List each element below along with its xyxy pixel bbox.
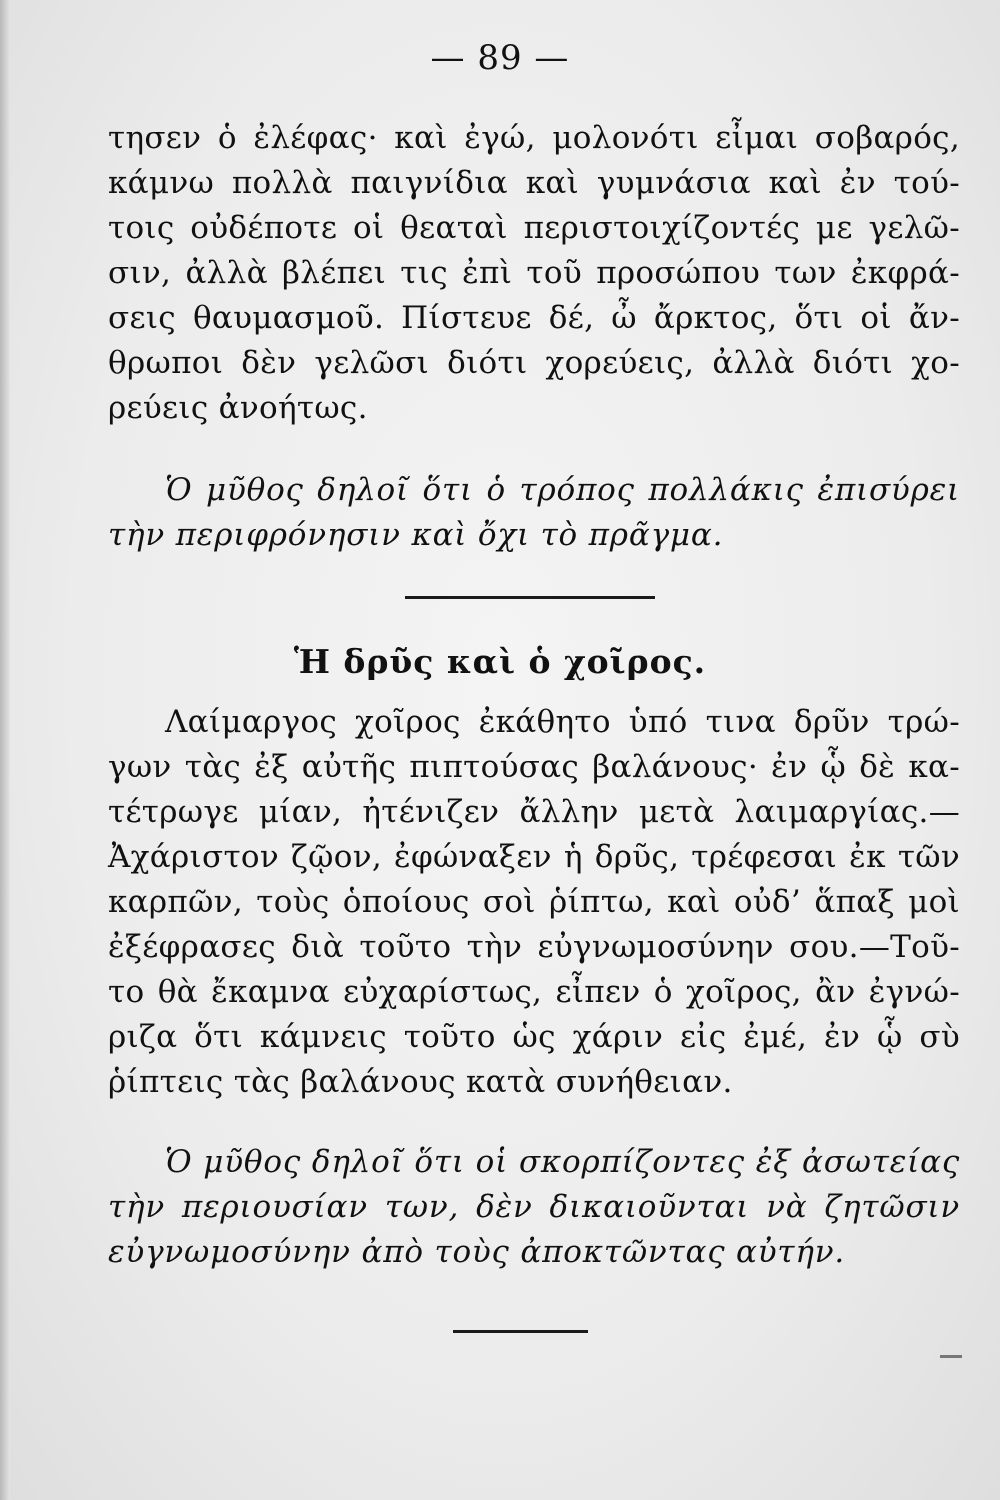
printer-mark bbox=[940, 1355, 962, 1358]
text-line: ρεύεις ἀνοήτως. bbox=[108, 390, 368, 426]
text-line: κάμνω πολλὰ παιγνίδια καὶ γυμνάσια καὶ ἐν τού- bbox=[108, 165, 960, 201]
text-line: τησεν ὁ ἐλέφας· καὶ ἐγώ, μολονότι εἶμαι σοβαρός, bbox=[108, 120, 960, 156]
text-line: τέτρωγε μίαν, ἠτένιζεν ἄλλην μετὰ λαιμαργίας.— bbox=[108, 794, 960, 830]
moral-line: τὴν περιουσίαν των, δὲν δικαιοῦνται νὰ ζητῶσιν bbox=[108, 1189, 960, 1225]
text-line: Ἀχάριστον ζῷον, ἐφώναξεν ἡ δρῦς, τρέφεσαι ἐκ τῶν bbox=[108, 839, 960, 875]
end-divider bbox=[453, 1330, 588, 1333]
moral-line: τὴν περιφρόνησιν καὶ ὄχι τὸ πρᾶγμα. bbox=[108, 517, 724, 553]
text-line: σιν, ἀλλὰ βλέπει τις ἐπὶ τοῦ προσώπου των ἐκφρά- bbox=[108, 255, 960, 291]
section-divider bbox=[405, 596, 655, 599]
page-number: — 89 — bbox=[430, 38, 570, 78]
text-line: ῥίπτεις τὰς βαλάνους κατὰ συνήθειαν. bbox=[108, 1064, 733, 1100]
text-line: ἐξέφρασες διὰ τοῦτο τὴν εὐγνωμοσύνην σου.—Τοῦ- bbox=[108, 929, 960, 965]
text-line: Λαίμαργος χοῖρος ἐκάθητο ὑπό τινα δρῦν τρώ- bbox=[165, 704, 960, 740]
text-line: σεις θαυμασμοῦ. Πίστευε δέ, ὦ ἄρκτος, ὅτι οἱ ἄν- bbox=[108, 300, 960, 336]
text-line: καρπῶν, τοὺς ὁποίους σοὶ ῥίπτω, καὶ οὐδ’ ἅπαξ μοὶ bbox=[108, 884, 960, 920]
page-edge-shadow bbox=[0, 0, 10, 1500]
text-line: γων τὰς ἐξ αὐτῆς πιπτούσας βαλάνους· ἐν ᾧ δὲ κα- bbox=[108, 749, 960, 785]
text-line: τοις οὐδέποτε οἱ θεαταὶ περιστοιχίζοντές με γελῶ- bbox=[108, 210, 960, 246]
moral-line: εὐγνωμοσύνην ἀπὸ τοὺς ἀποκτῶντας αὐτήν. bbox=[108, 1234, 846, 1270]
text-line: ριζα ὅτι κάμνεις τοῦτο ὡς χάριν εἰς ἐμέ, ἐν ᾧ σὺ bbox=[108, 1019, 960, 1055]
text-line: το θὰ ἔκαμνα εὐχαρίστως, εἶπεν ὁ χοῖρος, ἂν ἐγνώ- bbox=[108, 974, 960, 1010]
text-line: θρωποι δὲν γελῶσι διότι χορεύεις, ἀλλὰ διότι χο- bbox=[108, 345, 960, 381]
moral-line: Ὁ μῦθος δηλοῖ ὅτι ὁ τρόπος πολλάκις ἐπισύρει bbox=[165, 472, 960, 508]
moral-line: Ὁ μῦθος δηλοῖ ὅτι οἱ σκορπίζοντες ἐξ ἀσωτείας bbox=[165, 1144, 960, 1180]
fable-title: Ἡ δρῦς καὶ ὁ χοῖρος. bbox=[293, 642, 707, 681]
